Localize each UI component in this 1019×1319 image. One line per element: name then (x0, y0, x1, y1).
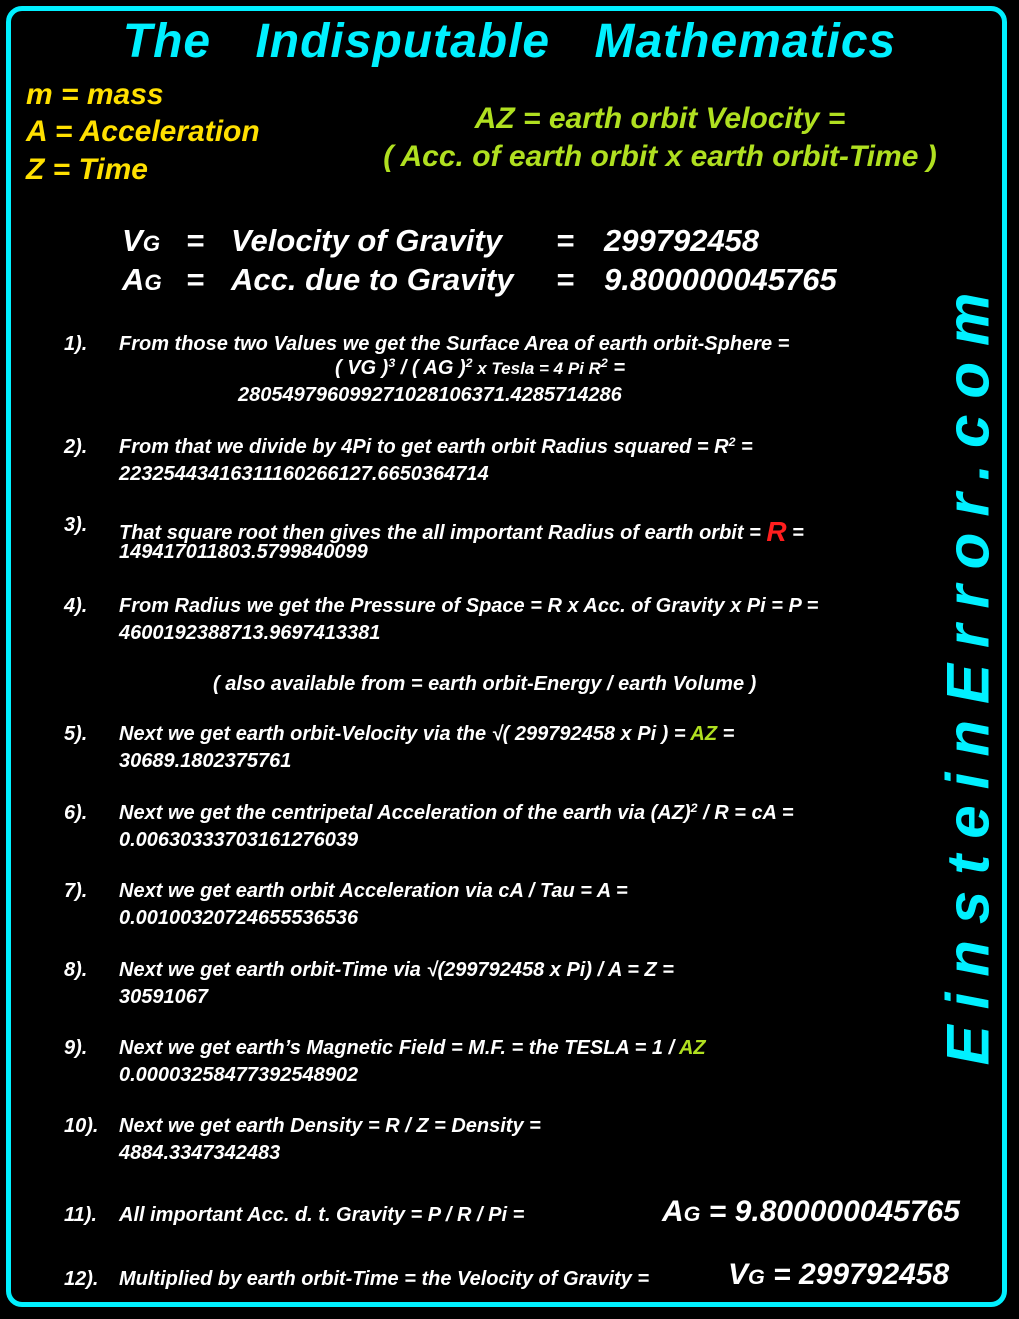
step-text: Next we get earth orbit-Velocity via the √( 299792458 x Pi ) = AZ = (119, 723, 735, 745)
step-note: ( also available from = earth orbit-Energy / earth Volume ) (213, 673, 757, 695)
step-text: Multiplied by earth orbit-Time = the Velocity of Gravity = (119, 1268, 650, 1290)
step-formula: ( VG )$^3$ / ( AG )$^2$ x Tesla = 4 Pi $R^2$ = (335, 356, 626, 379)
ag-label: Acc. due to Gravity (231, 262, 514, 297)
page-title: The Indisputable Mathematics (122, 15, 897, 68)
step-number: 10). (64, 1115, 99, 1137)
ag-value: 9.800000045765 (604, 262, 837, 297)
step-value: 4600192388713.9697413381 (119, 622, 381, 644)
step-result: AG = 9.800000045765 (662, 1195, 960, 1228)
step-number: 6). (64, 802, 88, 824)
step-value: 30591067 (119, 986, 208, 1008)
step-text: Next we get earth orbit Acceleration via cA / Tau = A = (119, 880, 628, 902)
vg-value: 299792458 (604, 223, 760, 258)
step-number: 5). (64, 723, 88, 745)
definition-time: Z = Time (26, 153, 148, 186)
step-number: 4). (64, 595, 88, 617)
step-number: 8). (64, 959, 88, 981)
ag-equals: = (186, 262, 205, 297)
site-watermark: EinsteinError.com (934, 276, 1002, 1066)
step-number: 11). (64, 1204, 97, 1226)
vg-label: Velocity of Gravity (231, 223, 503, 258)
step-value: 30689.1802375761 (119, 750, 292, 772)
vg-equals-2: = (556, 223, 575, 258)
step-number: 1). (64, 333, 88, 355)
step-value: 4884.3347342483 (119, 1142, 281, 1164)
step-result: VG = 299792458 (728, 1258, 950, 1291)
border-frame (6, 6, 1007, 1307)
step-value: 0.0063033370316127​6039 (119, 829, 359, 851)
definition-acceleration: A = Acceleration (26, 115, 260, 148)
step-text: All important Acc. d. t. Gravity = P / R / Pi = (119, 1204, 525, 1226)
step-text: From those two Values we get the Surface Area of earth orbit-Sphere = (119, 333, 790, 355)
step-number: 2). (64, 436, 88, 458)
ag-symbol: AG (122, 262, 162, 297)
az-definition-line1: AZ = earth orbit Velocity = (474, 102, 846, 135)
step-value: 0.0010032072465553​6536 (119, 907, 359, 929)
step-value: 22325443416311160266127.6650364714 (119, 463, 489, 485)
step-text: Next we get earth Density = R / Z = Density = (119, 1115, 541, 1137)
step-text: Next we get earth’s Magnetic Field = M.F. = the TESLA = 1 / AZ (119, 1037, 706, 1059)
definition-mass: m = mass (26, 78, 164, 111)
step-number: 7). (64, 880, 88, 902)
az-definition-line2: ( Acc. of earth orbit x earth orbit-Time ) (383, 140, 937, 173)
ag-equals-2: = (556, 262, 575, 297)
vg-equals: = (186, 223, 205, 258)
step-text: Next we get the centripetal Acceleration of the earth via (AZ)$^2$ / R = cA = (119, 801, 794, 824)
step-text: From that we divide by 4Pi to get earth orbit Radius squared = $R^2$ = (119, 435, 753, 458)
radius-symbol: R (766, 516, 787, 547)
step-value: 149417011803.5799840099 (119, 541, 368, 563)
vg-symbol: VG (122, 223, 161, 258)
step-number: 9). (64, 1037, 88, 1059)
step-number: 12). (64, 1268, 99, 1290)
step-number: 3). (64, 514, 88, 536)
step-text: That square root then gives the all important Radius of earth orbit = R = (119, 516, 804, 547)
step-value: 0.0000325847739254​8902 (119, 1064, 359, 1086)
step-text: Next we get earth orbit-Time via √(299792458 x Pi) / A = Z = (119, 959, 674, 981)
step-text: From Radius we get the Pressure of Space = R x Acc. of Gravity x Pi = P = (119, 595, 819, 617)
step-value: 2805497960992710281063​71.4285714286 (238, 384, 622, 406)
